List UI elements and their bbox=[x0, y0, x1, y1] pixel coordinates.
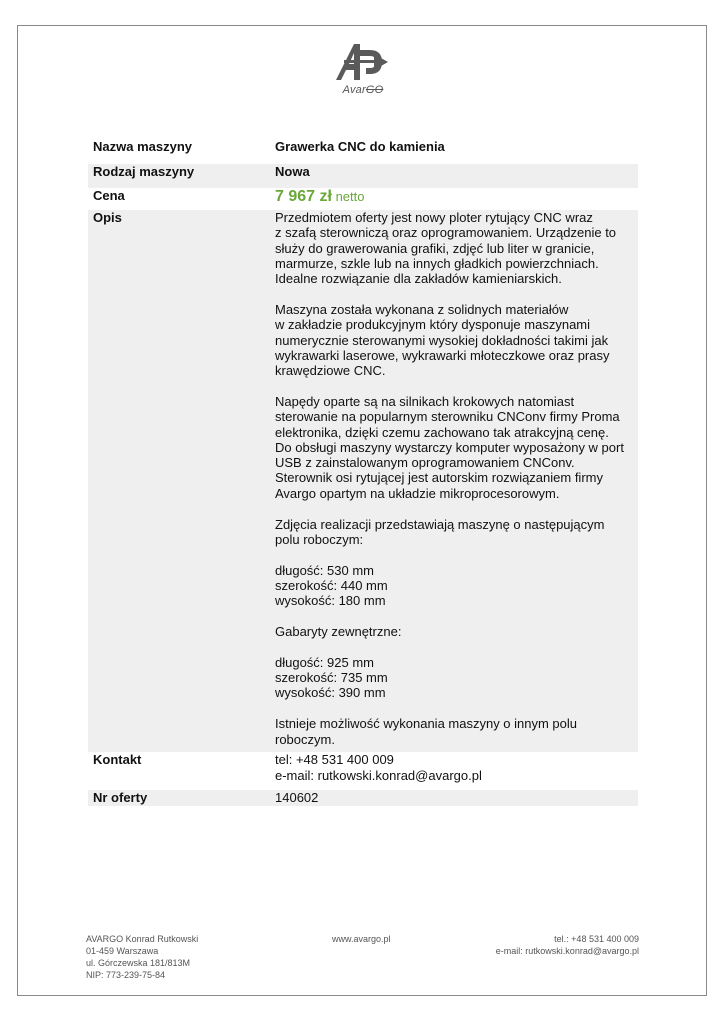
description-line: Maszyna została wykonana z solidnych materiałów bbox=[275, 301, 569, 317]
description-paragraph bbox=[275, 624, 633, 639]
description-line: Istnieje możliwość wykonania maszyny o innym polu bbox=[275, 716, 578, 732]
description-line: w zakładzie produkcyjnym który dysponuje maszynami bbox=[275, 317, 591, 333]
description-line: Napędy oparte są na silnikach krokowych natomiast bbox=[275, 393, 575, 409]
description-line: elektronika, dzięki czemu zachowano tak atrakcyjną cenę. bbox=[275, 424, 609, 440]
logo-wordmark bbox=[330, 84, 396, 96]
description-label: Opis bbox=[88, 210, 270, 752]
price-suffix: netto bbox=[335, 189, 365, 204]
logo-wordmark-go: GO bbox=[365, 84, 384, 96]
description-line: USB z zainstalowanym oprogramowaniem CNConv. bbox=[275, 455, 575, 471]
description-line: Idealne rozwiązanie dla zakładów kamieniarskich. bbox=[275, 271, 562, 287]
spec-row-type bbox=[88, 164, 638, 188]
description-line: Do obsługi maszyny wystarczy komputer wyposażony w port bbox=[275, 439, 624, 455]
description-line: z szafą sterowniczą oraz oprogramowaniem. Urządzenie to bbox=[275, 225, 617, 241]
description-line: sterowanie na popularnym sterowniku CNConv firmy Proma bbox=[275, 409, 620, 425]
name-value: Grawerka CNC do kamienia bbox=[275, 139, 445, 154]
description-line: roboczym. bbox=[275, 731, 335, 747]
description-line: Gabaryty zewnętrzne: bbox=[275, 624, 402, 640]
description-line: numerycznie sterowanymi wysokiej dokładności takimi jak bbox=[275, 332, 609, 348]
contact-phone: tel: +48 531 400 009 bbox=[275, 751, 394, 767]
footer-nip: NIP: 773-239-75-84 bbox=[86, 970, 166, 980]
description-line: szerokość: 735 mm bbox=[275, 670, 388, 686]
footer-company: AVARGO Konrad Rutkowski bbox=[86, 934, 199, 944]
contact-cell bbox=[270, 752, 638, 790]
description-line: wysokość: 390 mm bbox=[275, 685, 386, 701]
description-line: Avargo opartym na układzie mikroprocesorowym. bbox=[275, 485, 560, 501]
price-value: 7 967 zł bbox=[275, 188, 332, 205]
machine-spec-table bbox=[88, 139, 638, 806]
description-paragraph bbox=[275, 655, 633, 701]
description-paragraph bbox=[275, 302, 633, 378]
logo-wordmark-main: Avar bbox=[342, 84, 366, 96]
avargo-logo-mark bbox=[330, 40, 396, 84]
avargo-logo bbox=[330, 40, 396, 102]
description-paragraph bbox=[275, 394, 633, 501]
description-line: Zdjęcia realizacji przedstawiają maszynę o następującym bbox=[275, 516, 605, 532]
description-line: szerokość: 440 mm bbox=[275, 577, 388, 593]
footer-contact bbox=[496, 933, 639, 957]
spec-row-price bbox=[88, 188, 638, 210]
price-label: Cena bbox=[93, 188, 125, 203]
footer-street: ul. Górczewska 181/813M bbox=[86, 958, 191, 968]
type-value: Nowa bbox=[270, 164, 638, 188]
description-line: wysokość: 180 mm bbox=[275, 593, 386, 609]
spec-row-contact bbox=[88, 752, 638, 790]
footer-company-info bbox=[86, 933, 198, 981]
spec-row-offer-number bbox=[88, 790, 638, 806]
offer-number-label: Nr oferty bbox=[88, 790, 270, 806]
footer-phone: tel.: +48 531 400 009 bbox=[554, 934, 639, 944]
description-paragraph bbox=[275, 716, 633, 747]
description-line: krawędziowe CNC. bbox=[275, 363, 386, 379]
description-text bbox=[270, 210, 638, 752]
contact-label: Kontakt bbox=[93, 751, 142, 767]
description-line: polu roboczym: bbox=[275, 531, 364, 547]
footer-website[interactable]: www.avargo.pl bbox=[332, 934, 391, 944]
offer-number-value: 140602 bbox=[270, 790, 638, 806]
name-label: Nazwa maszyny bbox=[93, 139, 192, 154]
description-line: wykrawarki laserowe, wykrawarki młoteczkowe oraz prasy bbox=[275, 347, 610, 363]
description-line: długość: 530 mm bbox=[275, 562, 374, 578]
description-line: marmurze, szkle lub na innych gładkich powierzchniach. bbox=[275, 255, 599, 271]
footer-email[interactable]: e-mail: rutkowski.konrad@avargo.pl bbox=[495, 946, 639, 956]
description-line: służy do grawerowania grafiki, zdjęć lub liter w granicie, bbox=[275, 240, 595, 256]
description-paragraph bbox=[275, 563, 633, 609]
spec-row-name bbox=[88, 139, 638, 164]
description-line: Sterownik osi rytującej jest autorskim rozwiązaniem firmy bbox=[275, 470, 603, 486]
type-label: Rodzaj maszyny bbox=[88, 164, 270, 188]
spec-row-description bbox=[88, 210, 638, 752]
description-paragraph bbox=[275, 210, 633, 286]
contact-email: e-mail: rutkowski.konrad@avargo.pl bbox=[275, 767, 482, 783]
description-paragraph bbox=[275, 517, 633, 548]
description-line: Przedmiotem oferty jest nowy ploter rytujący CNC wraz bbox=[275, 210, 593, 225]
price-cell bbox=[270, 188, 638, 210]
description-line: długość: 925 mm bbox=[275, 654, 374, 670]
footer-postcode: 01-459 Warszawa bbox=[86, 946, 159, 956]
